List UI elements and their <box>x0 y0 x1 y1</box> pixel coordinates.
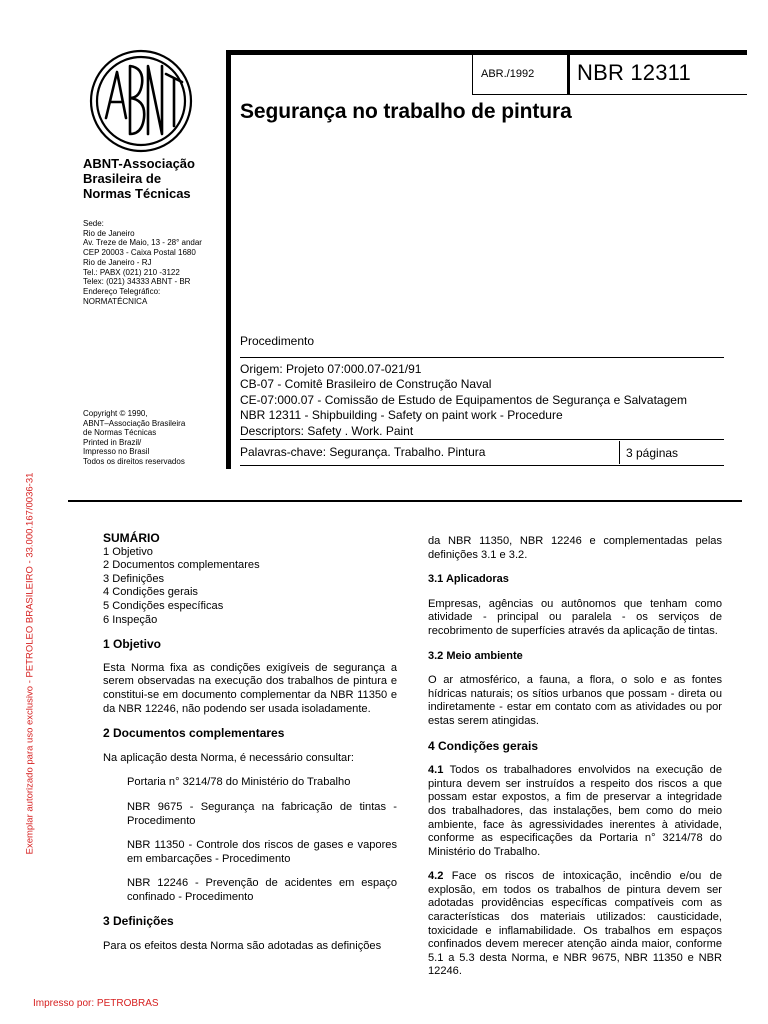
clause-number: 4.1 <box>428 764 444 777</box>
document-title: Segurança no trabalho de pintura <box>240 100 572 123</box>
paragraph: Para os efeitos desta Norma são adotadas as definições <box>103 940 382 953</box>
address-line: CEP 20003 - Caixa Postal 1680 <box>83 248 196 258</box>
subsection-heading: 3.1 Aplicadoras <box>428 573 509 586</box>
clause-number: 4.2 <box>428 870 444 883</box>
abnt-logo <box>88 48 194 154</box>
address-line: Telex: (021) 34333 ABNT - BR <box>83 277 191 287</box>
publication-date: ABR./1992 <box>481 68 535 80</box>
copyright-block <box>83 409 233 466</box>
copyright-line: de Normas Técnicas <box>83 428 157 437</box>
address-line: NORMATÉCNICA <box>83 296 148 306</box>
address-line: Rio de Janeiro - RJ <box>83 257 152 267</box>
summary-item: 6 Inspeção <box>103 613 158 626</box>
section-divider <box>68 500 742 502</box>
summary-item: 2 Documentos complementares <box>103 559 260 572</box>
paragraph: Empresas, agências ou autônomos que tenham como atividade - principal ou paralela - os serviços de recobrimento de superfícies através da aplicação de tintas. <box>428 597 722 637</box>
paragraph: Esta Norma fixa as condições exigíveis de segurança a serem observadas na execução dos trabalhos de pintura e constitui-se em documento complementar da NBR 11350 e da NBR 12246, não podendo ser usada isoladamente. <box>103 661 397 715</box>
clause-text: Face os riscos de intoxicação, incêndio e/ou de explosão, em todos os trabalhos de pintura devem ser adotadas providências específicas compatíveis com as características dos materiais utilizados: causticidade, toxicidade e inflamabilidade. Os trabalhos em espaços confinados devem merecer atenção ainda maior, conforme 5.1 a 5.3 desta Norma, e NBR 9675, NBR 11350 e NBR 12246. <box>428 870 722 978</box>
reference-item: Portaria n° 3214/78 do Ministério do Trabalho <box>127 776 351 789</box>
rule <box>240 439 724 440</box>
reference-item: NBR 9675 - Segurança na fabricação de tintas - Procedimento <box>127 800 397 827</box>
summary-item: 3 Definições <box>103 572 165 585</box>
address-line: Tel.: PABX (021) 210 -3122 <box>83 267 180 277</box>
document-type: Procedimento <box>240 334 315 348</box>
origin-line: CE-07:000.07 - Comissão de Estudo de Equipamentos de Segurança e Salvatagem <box>240 392 687 407</box>
printed-by: Impresso por: PETROBRAS <box>33 998 159 1009</box>
paragraph <box>428 870 722 979</box>
origin-block <box>240 362 740 439</box>
header-left-rule <box>226 50 231 469</box>
address-block <box>83 219 233 306</box>
origin-line: Origem: Projeto 07:000.07-021/91 <box>240 362 422 376</box>
copyright-line: Copyright © 1990, <box>83 409 148 418</box>
summary-item: 4 Condições gerais <box>103 586 198 599</box>
summary-title: SUMÁRIO <box>103 531 160 545</box>
origin-line: CB-07 - Comitê Brasileiro de Construção Naval <box>240 377 492 392</box>
copyright-line: Printed in Brazil/ <box>83 437 142 447</box>
summary-item: 1 Objetivo <box>103 545 153 558</box>
rule <box>240 357 724 358</box>
address-line: Rio de Janeiro <box>83 228 135 238</box>
address-line: Endereço Telegráfico: <box>83 286 161 296</box>
norm-number: NBR 12311 <box>577 60 691 85</box>
origin-line: NBR 12311 - Shipbuilding - Safety on paint work - Procedure <box>240 408 563 423</box>
reference-item: NBR 11350 - Controle dos riscos de gases e vapores em embarcações - Procedimento <box>127 839 397 865</box>
pages-divider <box>619 441 620 464</box>
copyright-line: Todos os direitos reservados <box>83 456 185 466</box>
section-heading: 4 Condições gerais <box>428 738 539 753</box>
org-name-line: ABNT-Associação <box>83 156 195 171</box>
side-watermark-text: Exemplar autorizado para uso exclusivo - PETROLEO BRASILEIRO - 33.000.167/0036-31 <box>24 472 36 854</box>
clause-text: Todos os trabalhadores envolvidos na execução de pintura devem ser instruídos a respeito dos riscos a que possam estar expostos, a fim de preservar a integridade dos trabalhadores, das instalações, bem como do meio ambiente, face às agressividades inerentes à atividade, conforme as especificações da Portaria n° 3214/78 do Ministério do Trabalho. <box>428 764 722 858</box>
address-line: Av. Treze de Maio, 13 - 28° andar <box>83 238 202 248</box>
right-column <box>428 535 722 979</box>
keywords: Palavras-chave: Segurança. Trabalho. Pintura <box>240 445 486 459</box>
rule <box>240 465 724 466</box>
org-name-line: Normas Técnicas <box>83 186 191 201</box>
organization-name <box>83 156 223 201</box>
nbr-divider <box>567 55 570 94</box>
copyright-line: ABNT–Associação Brasileira <box>83 418 186 428</box>
paragraph: da NBR 11350, NBR 12246 e complementadas pelas definições 3.1 e 3.2. <box>428 535 722 561</box>
reference-item: NBR 12246 - Prevenção de acidentes em espaço confinado - Procedimento <box>127 877 397 903</box>
subsection-heading: 3.2 Meio ambiente <box>428 649 523 662</box>
summary-item: 5 Condições específicas <box>103 599 224 612</box>
section-heading: 1 Objetivo <box>103 637 162 652</box>
left-column <box>103 532 397 954</box>
section-heading: 3 Definições <box>103 914 174 929</box>
section-heading: 2 Documentos complementares <box>103 726 285 741</box>
paragraph: Na aplicação desta Norma, é necessário consultar: <box>103 751 354 764</box>
header-rule <box>472 94 747 95</box>
paragraph <box>428 764 722 859</box>
org-name-line: Brasileira de <box>83 171 162 186</box>
origin-line: Descriptors: Safety . Work. Paint <box>240 423 414 438</box>
paragraph: O ar atmosférico, a fauna, a flora, o solo e as fontes hídricas naturais; os sítios urbanos que possam - direta ou indiretamente - estar em contato com as atividades ou por estas serem atingidas. <box>428 674 722 727</box>
address-line: Sede: <box>83 219 104 228</box>
page-count: 3 páginas <box>626 446 679 460</box>
side-watermark <box>20 468 40 858</box>
copyright-line: Impresso no Brasil <box>83 447 150 456</box>
